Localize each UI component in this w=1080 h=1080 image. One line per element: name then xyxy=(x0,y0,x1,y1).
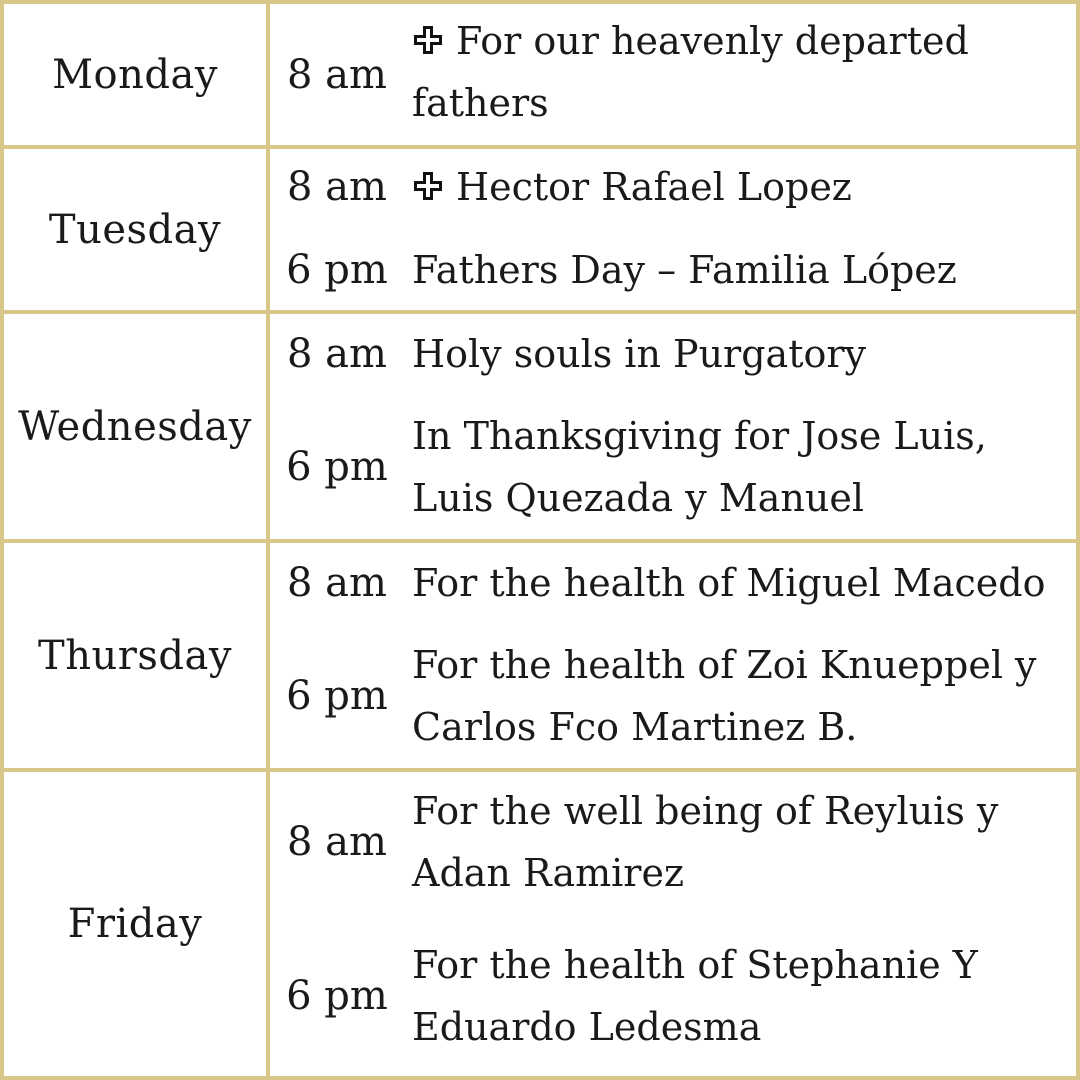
mass-time: 6 pm xyxy=(286,673,388,719)
mass-time: 6 pm xyxy=(286,444,388,490)
mass-time: 8 am xyxy=(287,164,387,210)
intention-text: Hector Rafael Lopez xyxy=(456,165,852,209)
day-label: Wednesday xyxy=(18,403,252,450)
mass-time: 6 pm xyxy=(286,247,388,293)
mass-time: 8 am xyxy=(287,819,387,865)
day-label: Tuesday xyxy=(48,206,222,253)
mass-intention: Fathers Day – Familia López xyxy=(412,248,957,292)
mass-intention xyxy=(412,10,1080,134)
day-label: Thursday xyxy=(38,632,232,679)
mass-intention: For the health of Zoi Knueppel y Carlos Fco Martinez B. xyxy=(412,643,1037,749)
mass-intention xyxy=(412,155,1080,219)
border-bottom xyxy=(0,1076,1080,1080)
day-label: Friday xyxy=(67,901,203,947)
mass-intention: For the well being of Reyluis y Adan Ramirez xyxy=(412,789,999,895)
mass-intention: Holy souls in Purgatory xyxy=(412,332,866,376)
mass-time: 8 am xyxy=(287,331,387,377)
mass-intention: In Thanksgiving for Jose Luis, Luis Quezada y Manuel xyxy=(412,414,987,520)
day-label: Monday xyxy=(52,51,218,98)
cross-icon xyxy=(412,24,444,56)
mass-time: 8 am xyxy=(287,560,387,606)
mass-intention: For the health of Miguel Macedo xyxy=(412,561,1046,605)
mass-intention: For the health of Stephanie Y Eduardo Ledesma xyxy=(412,943,978,1049)
mass-time: 6 pm xyxy=(286,973,388,1019)
cross-icon xyxy=(412,170,444,202)
mass-time: 8 am xyxy=(287,51,387,98)
intention-text: For our heavenly departed fathers xyxy=(412,19,969,125)
